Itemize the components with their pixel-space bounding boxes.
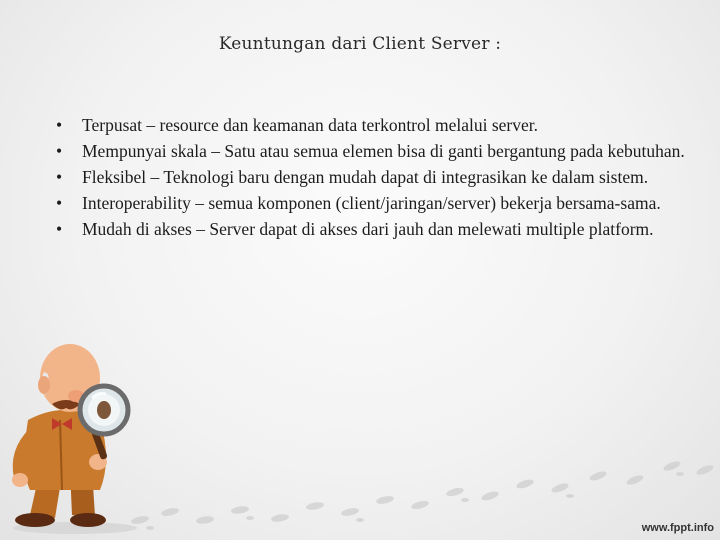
bullet-text: Terpusat – resource dan keamanan data terkontrol melalui server. bbox=[82, 115, 539, 135]
bullet-text: Fleksibel – Teknologi baru dengan mudah dapat di integrasikan ke dalam sistem. bbox=[82, 167, 649, 187]
slide-title: Keuntungan dari Client Server : bbox=[218, 34, 502, 54]
bullet-text: Interoperability – semua komponen (client/jaringan/server) bekerja bersama-sama. bbox=[82, 193, 661, 213]
bullet-icon: • bbox=[56, 167, 63, 187]
bullet-icon: • bbox=[56, 193, 63, 213]
bullet-text: Mempunyai skala – Satu atau semua elemen bisa di ganti bergantung pada kebutuhan. bbox=[82, 141, 685, 161]
bullet-icon: • bbox=[56, 115, 63, 135]
watermark-text: www.fppt.info bbox=[641, 522, 714, 534]
bullet-icon: • bbox=[56, 141, 63, 161]
bullet-text: Mudah di akses – Server dapat di akses dari jauh dan melewati multiple platform. bbox=[82, 219, 654, 239]
bullet-icon: • bbox=[56, 219, 63, 239]
